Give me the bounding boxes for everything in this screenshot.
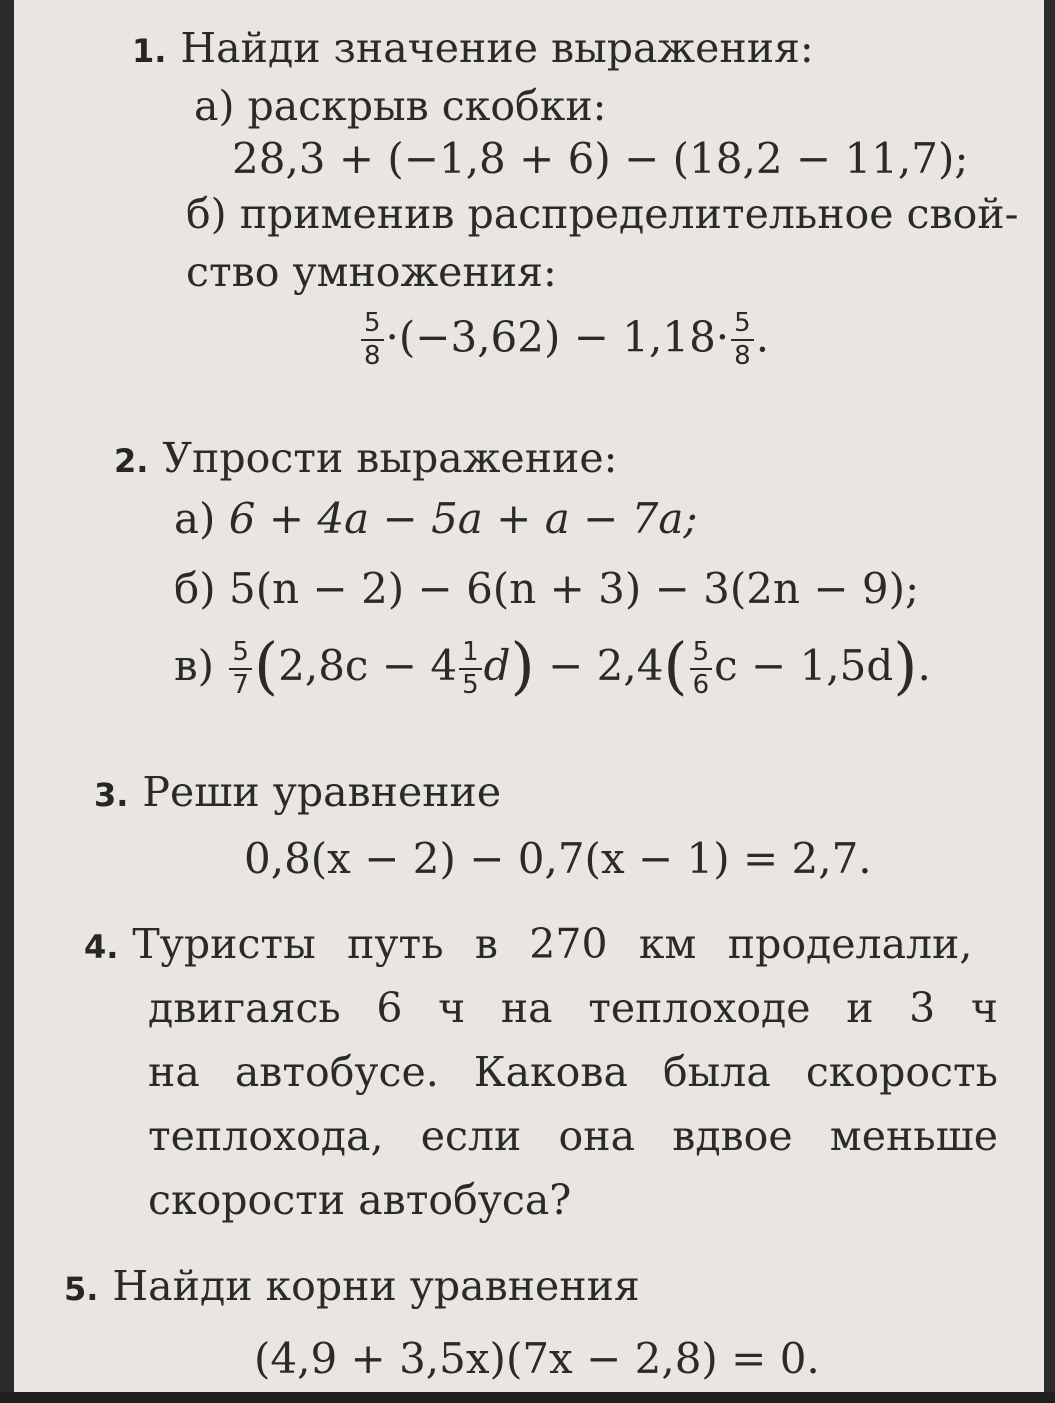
task-2-number: 2. (114, 442, 149, 480)
fraction: $\frac{5}{8}$ (731, 310, 754, 371)
task-4-number: 4. (84, 928, 119, 966)
task-4-line1: Туристы путь в 270 км проделали, (132, 920, 973, 968)
task-5-heading (64, 1262, 640, 1310)
photo-frame-edge (0, 1392, 1055, 1403)
task-4-line3: на автобусе. Какова была скорость (148, 1048, 998, 1096)
fraction: $\frac{5}{8}$ (361, 310, 384, 371)
task-3-equation: 0,8(x − 2) − 0,7(x − 1) = 2,7. (244, 834, 872, 883)
textbook-page (14, 0, 1044, 1392)
task-2a: а) 6 + 4a − 5a + a − 7a; (174, 494, 698, 543)
task-2a-expression: 6 + 4a − 5a + a − 7a; (228, 494, 698, 543)
task-2b: б) 5(n − 2) − 6(n + 3) − 3(2n − 9); (174, 564, 920, 613)
task-1b-label-line1: б) применив распределительное свой- (186, 190, 1019, 238)
task-4-line4: теплохода, если она вдвое меньше (148, 1112, 998, 1160)
task-1-number: 1. (132, 32, 167, 70)
task-4-line2: двигаясь 6 ч на теплоходе и 3 ч (148, 984, 998, 1032)
task-2-title: Упрости выражение: (162, 434, 618, 482)
task-2-heading (114, 434, 618, 482)
task-3-title: Реши уравнение (142, 768, 502, 816)
task-1-title: Найди значение выражения: (180, 24, 814, 72)
task-1a-label: а) раскрыв скобки: (194, 82, 607, 130)
fraction: $\frac{5}{7}$ (229, 639, 252, 700)
task-5-number: 5. (64, 1270, 99, 1308)
task-1b-label-line2: ство умножения: (186, 248, 557, 296)
task-4-heading (84, 920, 973, 968)
task-3-heading (94, 768, 502, 816)
task-5-title: Найди корни уравнения (112, 1262, 640, 1310)
task-1-heading (132, 24, 814, 72)
task-4-line5: скорости автобуса? (148, 1176, 572, 1224)
task-1a-expression: 28,3 + (−1,8 + 6) − (18,2 − 11,7); (232, 134, 969, 183)
task-1b-middle: ·(−3,62) − 1,18· (385, 312, 730, 362)
task-5-equation: (4,9 + 3,5x)(7x − 2,8) = 0. (254, 1334, 820, 1383)
fraction: $\frac{5}{6}$ (690, 639, 713, 700)
task-1b-expression: $\frac{5}{8}$ ·(−3,62) − 1,18· $\frac{5}{8}$ . (359, 310, 769, 371)
task-2c: в) $\frac{5}{7}$ (2,8c − 4 $\frac{1}{5}$ d) − 2,4( $\frac{5}{6}$ c − 1,5d). (174, 629, 931, 702)
task-2b-expression: 5(n − 2) − 6(n + 3) − 3(2n − 9); (229, 564, 920, 613)
task-3-number: 3. (94, 776, 129, 814)
fraction: $\frac{1}{5}$ (459, 639, 482, 700)
